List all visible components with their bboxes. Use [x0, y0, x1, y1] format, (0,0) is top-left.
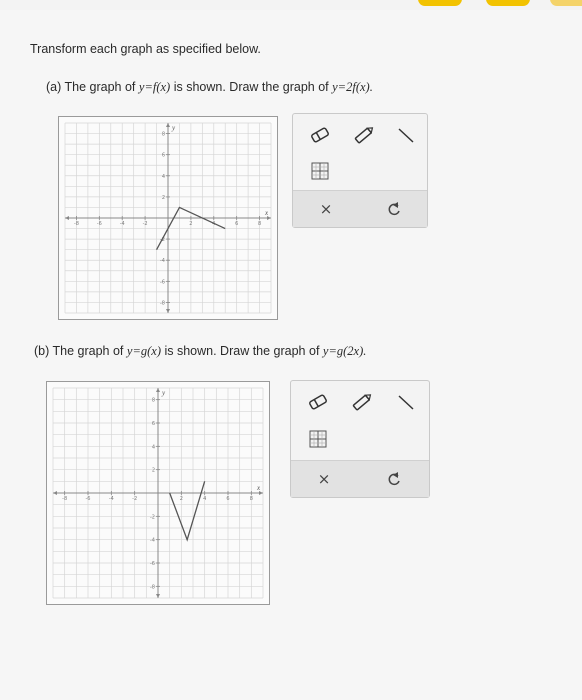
x-tick-label: -4 — [108, 496, 114, 502]
y-tick-label: 2 — [151, 467, 155, 474]
y-axis-arrow-down — [156, 594, 160, 598]
line-tool-button[interactable] — [391, 122, 421, 148]
x-tick-label: 8 — [257, 221, 262, 227]
graph-a-svg[interactable] — [59, 117, 277, 319]
x-tick-label: -8 — [62, 496, 68, 502]
eraser-tool-button[interactable] — [305, 122, 335, 148]
x-tick-label: 6 — [235, 221, 239, 227]
line-segment-icon — [395, 126, 417, 144]
grid-tool-button[interactable] — [303, 426, 333, 452]
x-tick-label: -6 — [85, 496, 91, 502]
line-tool-button[interactable] — [391, 389, 421, 415]
x-tick-label: -2 — [142, 221, 148, 227]
tool-panel-a — [292, 113, 428, 228]
y-tick-label: 8 — [151, 397, 155, 404]
tool-panel-b — [290, 380, 430, 498]
clear-icon: × — [317, 470, 331, 488]
x-tick-label: 6 — [226, 496, 230, 502]
graph-b-svg[interactable] — [47, 382, 269, 604]
part-a-prefix: (a) The graph of — [46, 80, 139, 94]
part-a-given-function: y=f(x) — [138, 80, 171, 94]
grid-icon — [308, 429, 328, 449]
x-tick-label: -2 — [132, 496, 138, 502]
top-tab-pill[interactable] — [418, 0, 462, 6]
graph-b-canvas[interactable] — [46, 381, 270, 605]
undo-button[interactable] — [379, 196, 409, 222]
clear-icon: × — [319, 200, 333, 218]
x-axis-arrow-left — [65, 216, 69, 220]
x-tick-label: -4 — [119, 221, 125, 227]
given-graph-curve — [170, 481, 205, 539]
part-a-middle: is shown. Draw the graph of — [170, 80, 333, 94]
x-axis-arrow-left — [53, 491, 57, 495]
y-tick-label: 4 — [151, 444, 155, 451]
part-a-prompt — [46, 80, 373, 95]
instruction-text: Transform each graph as specified below. — [30, 42, 261, 56]
y-tick-label: -2 — [150, 514, 155, 521]
x-tick-label: 4 — [212, 221, 216, 227]
y-tick-label: -4 — [160, 258, 165, 265]
eraser-tool-button[interactable] — [303, 389, 333, 415]
top-tab-pill[interactable] — [486, 0, 530, 6]
clear-button[interactable] — [309, 466, 339, 492]
browser-top-strip — [0, 0, 582, 10]
y-tick-label: 8 — [161, 131, 165, 138]
x-tick-label: -8 — [73, 221, 79, 227]
x-axis-label: x — [257, 484, 261, 492]
part-b-prefix: (b) The graph of — [34, 344, 127, 358]
y-tick-label: -2 — [160, 237, 165, 244]
clear-button[interactable] — [311, 196, 341, 222]
y-tick-label: -6 — [160, 279, 165, 286]
undo-icon — [386, 471, 402, 487]
x-tick-label: -6 — [96, 221, 102, 227]
y-axis-arrow-up — [156, 388, 160, 392]
pencil-tool-button[interactable] — [347, 389, 377, 415]
x-tick-label: 4 — [203, 496, 207, 502]
graph-a-canvas[interactable] — [58, 116, 278, 320]
part-a-target-function: y=2f(x). — [332, 80, 373, 94]
part-b-middle: is shown. Draw the graph of — [161, 344, 323, 358]
tool-panel-b-footer — [291, 460, 429, 497]
x-tick-label: 8 — [249, 496, 253, 502]
tool-panel-a-footer — [293, 190, 427, 227]
eraser-icon — [307, 393, 329, 411]
y-tick-label: -4 — [150, 537, 155, 544]
pencil-icon — [353, 126, 375, 144]
part-b-target-function: y=g(2x). — [322, 344, 367, 358]
part-b-given-function: y=g(x) — [126, 344, 161, 358]
undo-button[interactable] — [379, 466, 409, 492]
y-axis-label: y — [172, 124, 176, 132]
y-axis-arrow-up — [166, 123, 170, 127]
top-tab-pill[interactable] — [550, 0, 582, 6]
y-tick-label: 4 — [161, 173, 165, 180]
y-tick-label: -8 — [150, 584, 155, 591]
eraser-icon — [309, 126, 331, 144]
y-axis-arrow-down — [166, 309, 170, 313]
y-tick-label: -8 — [160, 300, 165, 307]
x-tick-label: 2 — [189, 221, 193, 227]
x-axis-label: x — [265, 209, 269, 217]
undo-icon — [386, 201, 402, 217]
pencil-icon — [351, 393, 373, 411]
y-tick-label: 2 — [161, 194, 165, 201]
part-b-prompt — [34, 344, 366, 359]
pencil-tool-button[interactable] — [349, 122, 379, 148]
y-tick-label: 6 — [151, 421, 155, 427]
y-tick-label: 6 — [161, 152, 165, 159]
y-axis-label: y — [162, 389, 166, 397]
y-tick-label: -6 — [150, 561, 155, 567]
grid-tool-button[interactable] — [305, 158, 335, 184]
grid-icon — [310, 161, 330, 181]
line-segment-icon — [395, 393, 417, 411]
x-tick-label: 2 — [179, 496, 183, 502]
